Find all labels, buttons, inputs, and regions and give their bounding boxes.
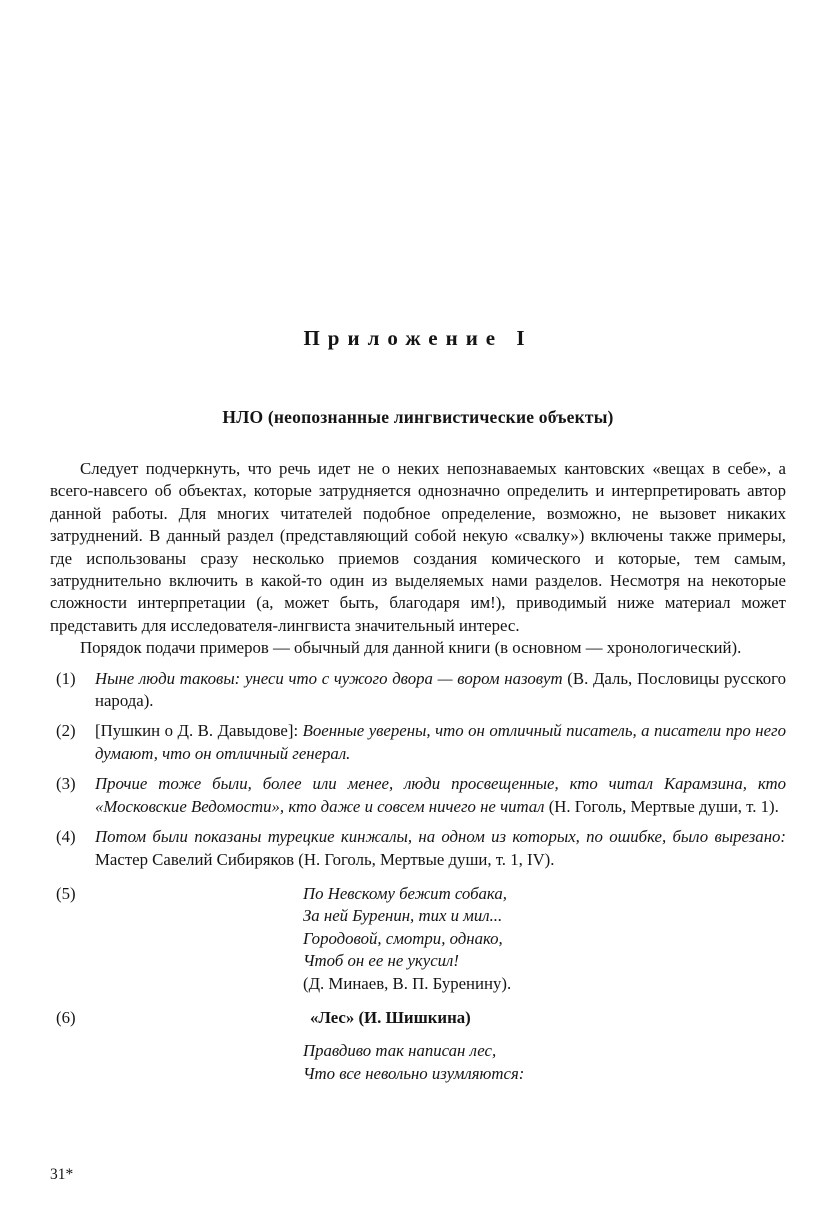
example-1: [50, 668, 786, 713]
verse-line: Городовой, смотри, однако,: [303, 928, 503, 948]
example-5: [50, 883, 786, 995]
example-5-number: (5): [56, 883, 76, 903]
example-2-number: (2): [56, 721, 76, 741]
verse-line: Чтоб он ее не укусил!: [303, 951, 459, 971]
verse-line: По Невскому бежит собака,: [303, 883, 507, 903]
example-2-quote: Военные уверены, что он отличный писатель, а писатели про него думают, что он отличный генерал.: [95, 721, 786, 763]
example-6-verse: [303, 1040, 786, 1085]
verse-line: Что все невольно изумляются:: [303, 1063, 525, 1083]
example-3: [50, 773, 786, 818]
example-5-verse: [303, 883, 786, 995]
example-1-source: (В. Даль, Пословицы русского народа).: [95, 668, 786, 711]
example-6-title: «Лес» (И. Шишкина): [310, 1007, 471, 1027]
example-4-text: [95, 826, 786, 871]
example-1-number: (1): [56, 668, 76, 688]
example-3-text: [95, 773, 786, 818]
example-4-source: (Н. Гоголь, Мертвые души, т. 1, IV).: [298, 849, 555, 869]
example-6-number: (6): [56, 1007, 76, 1027]
verse-line: За ней Буренин, тих и мил...: [303, 906, 503, 926]
appendix-title: Приложение I: [303, 326, 533, 350]
example-2-text: [95, 720, 786, 765]
example-2-lead: [Пушкин о Д. В. Давыдове]:: [95, 721, 303, 741]
intro-paragraph: Следует подчеркнуть, что речь идет не о неких непознаваемых кантовских «вещах в себе», а всего-навсего об объектах, которые затрудняется однозначно определить и интерпретировать автор данной работы. Для многих читателей подобное определение, возможно, не вызовет никаких затруднений. В данный раздел (представляющий собой некую «свалку») включены также примеры, где использованы сразу несколько приемов создания комического и которые, тем самым, затруднительно включить в какой-то один из выделяемых нами разделов. Несмотря на некоторые сложности интерпретации (а, может быть, благодаря им!), приводимый ниже материал может представить для исследователя-лингвиста значительный интерес.: [50, 459, 786, 635]
example-4: [50, 826, 786, 871]
example-3-number: (3): [56, 774, 76, 794]
verse-line: Правдиво так написан лес,: [303, 1041, 497, 1061]
verse-attribution: (Д. Минаев, В. П. Буренину).: [303, 973, 512, 993]
example-1-quote: Ныне люди таковы: унеси что с чужого двора — вором назовут: [95, 668, 568, 688]
page-number: 31*: [50, 1166, 74, 1183]
example-6: [50, 1007, 786, 1085]
example-2: [50, 720, 786, 765]
example-3-source: (Н. Гоголь, Мертвые души, т. 1).: [548, 796, 779, 816]
example-4-number: (4): [56, 827, 76, 847]
section-heading: НЛО (неопознанные лингвистические объекты): [222, 407, 614, 427]
example-1-text: [95, 668, 786, 713]
example-4-inscription: Мастер Савелий Сибиряков: [95, 849, 299, 869]
example-4-quote: Потом были показаны турецкие кинжалы, на одном из которых, по ошибке, было вырезано:: [95, 827, 786, 847]
order-paragraph: Порядок подачи примеров — обычный для данной книги (в основном — хронологический).: [80, 638, 742, 658]
example-3-quote: Прочие тоже были, более или менее, люди просвещенные, кто читал Карамзина, кто «Московские Ведомости», кто даже и совсем ничего не читал: [95, 774, 786, 816]
